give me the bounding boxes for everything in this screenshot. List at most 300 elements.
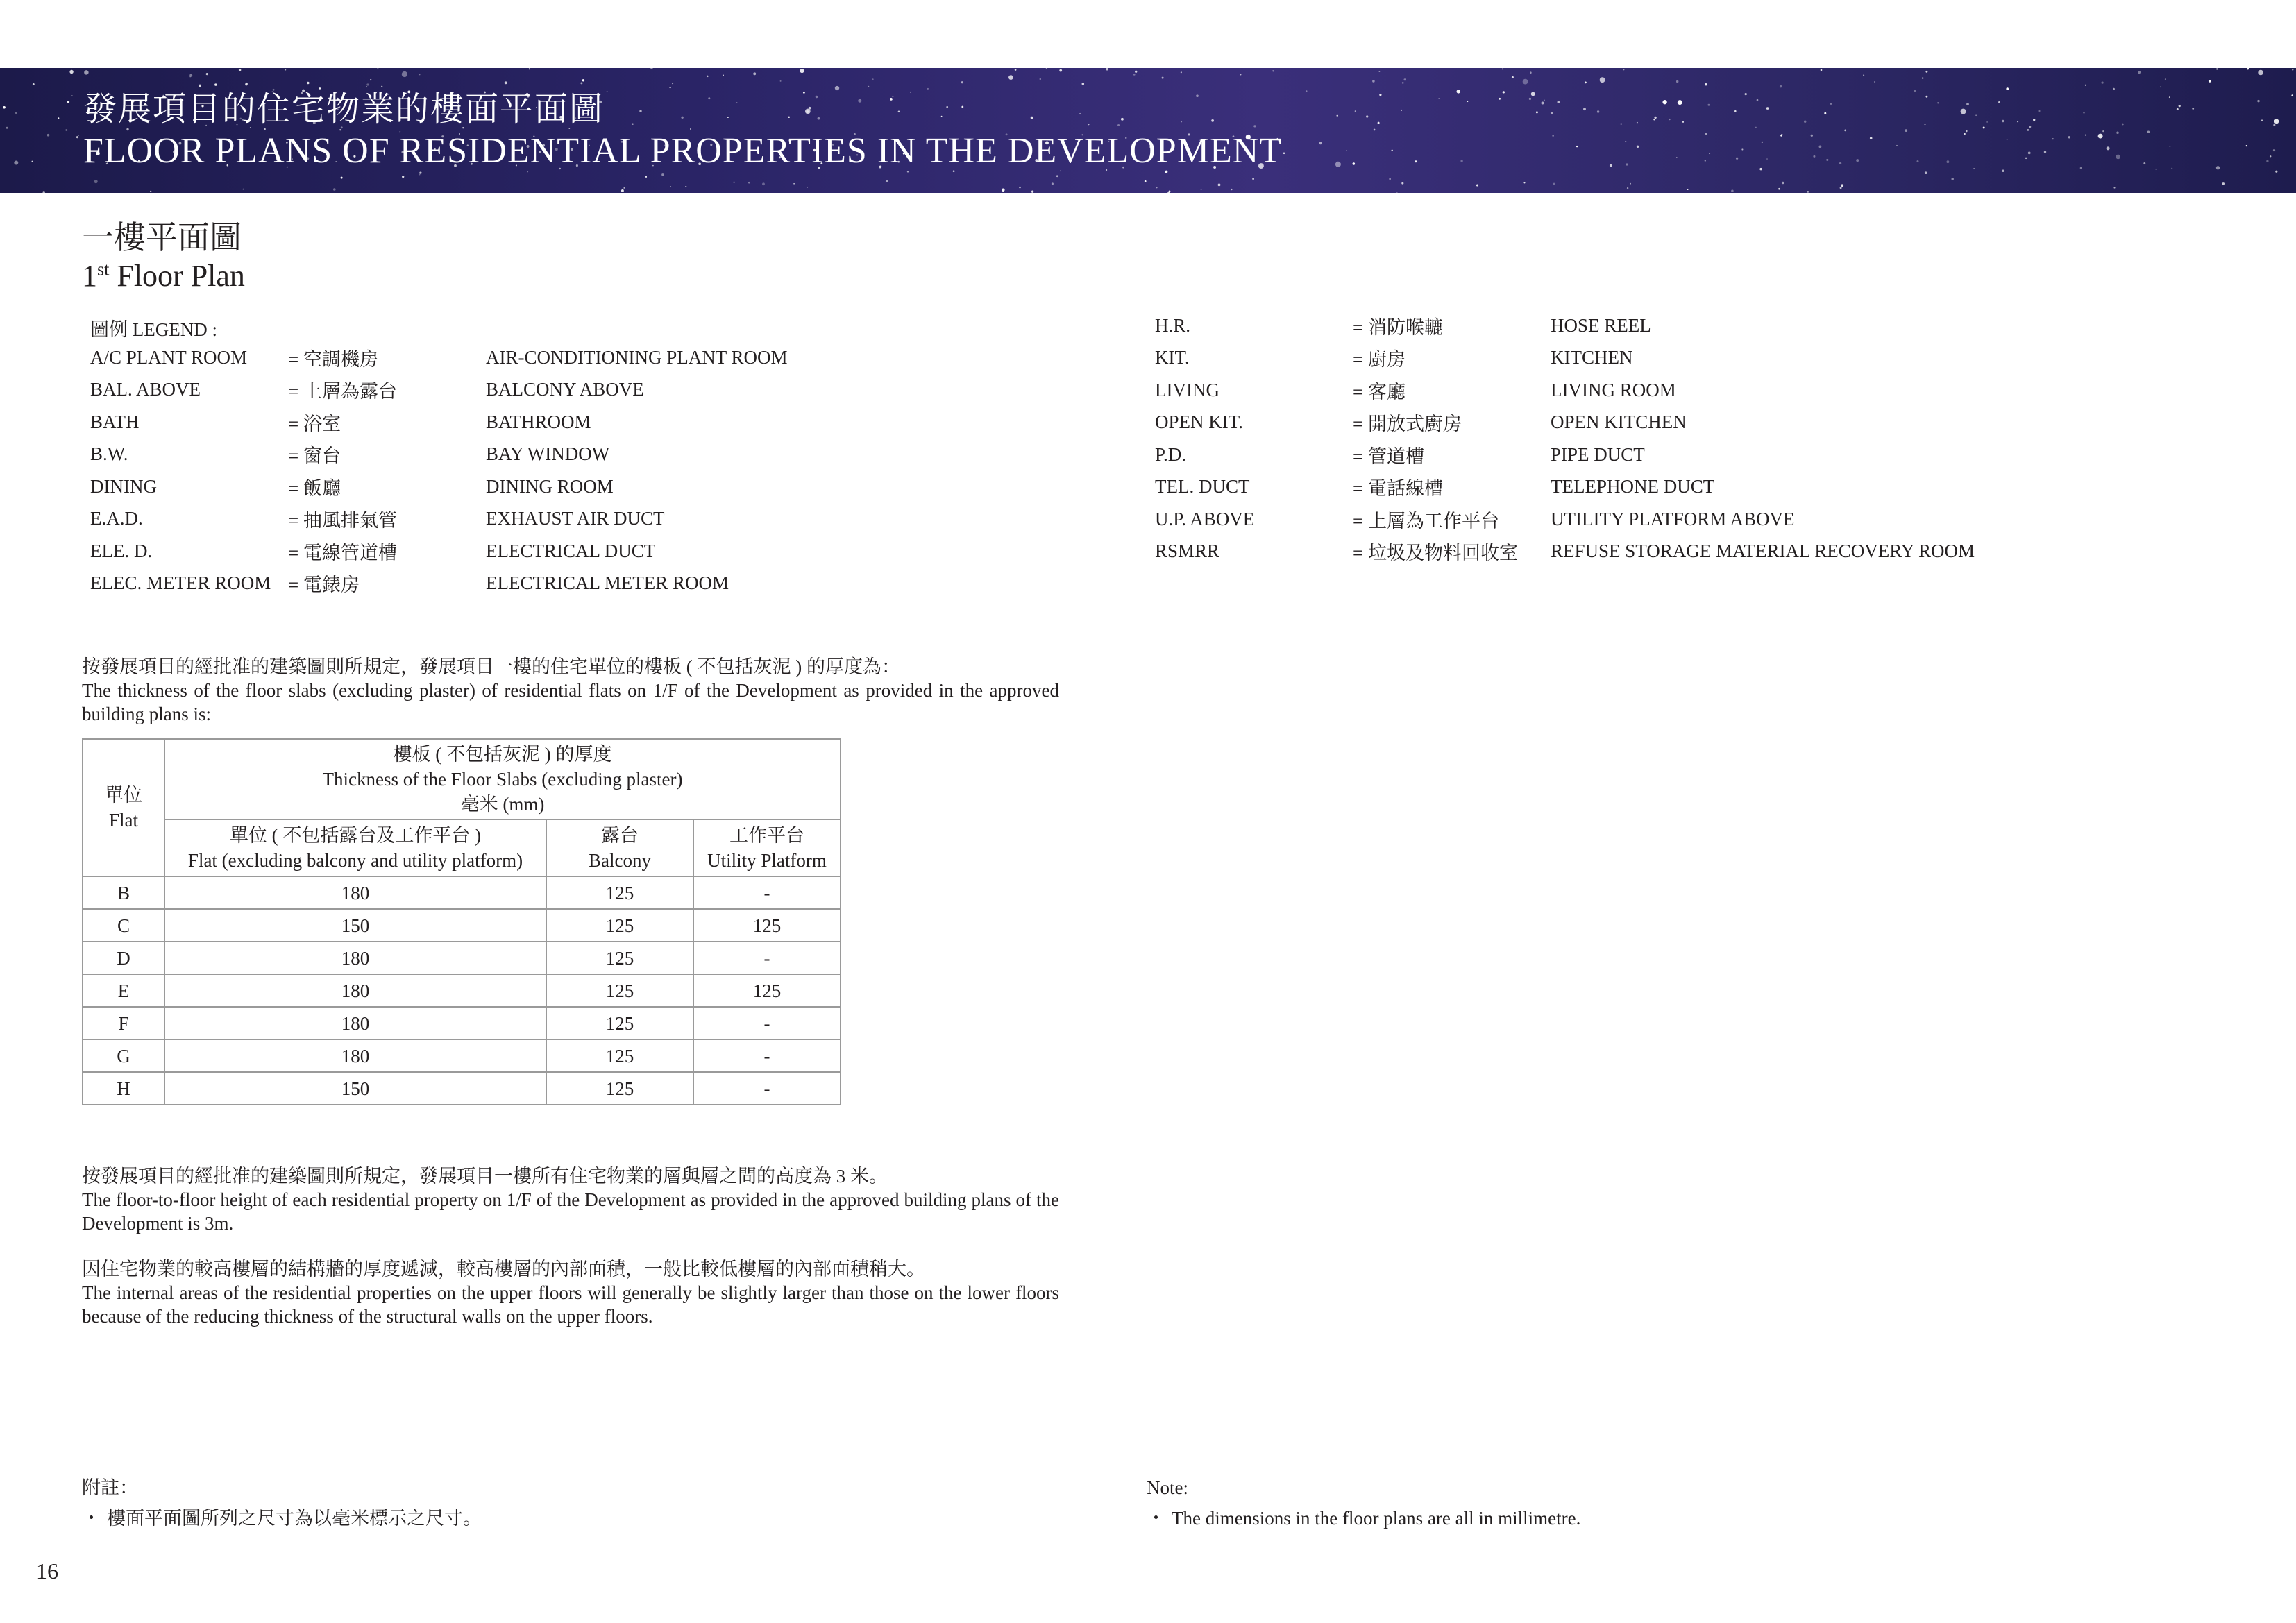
- header-balcony: [546, 819, 693, 876]
- star: [1218, 183, 1221, 186]
- star: [1366, 115, 1368, 117]
- header-ut-zh: 工作平台: [729, 825, 804, 846]
- cell-flat-slab: 180: [164, 1007, 546, 1039]
- legend-abbr: B.W.: [90, 443, 128, 465]
- star: [816, 96, 818, 99]
- table-row: [83, 942, 841, 974]
- header-bal-en: Balcony: [589, 850, 651, 871]
- cell-flat: D: [83, 942, 164, 974]
- star: [1231, 189, 1232, 190]
- legend-zh: = 窗台: [288, 445, 341, 467]
- star: [1181, 71, 1182, 73]
- note-zh: [82, 1472, 482, 1533]
- legend-abbr: ELEC. METER ROOM: [90, 572, 271, 594]
- header-group-unit: 毫米 (mm): [460, 794, 545, 815]
- star: [1937, 102, 1939, 103]
- star: [84, 70, 88, 74]
- table-row: [83, 909, 841, 942]
- star: [2102, 130, 2104, 132]
- star: [1926, 96, 1928, 98]
- legend-en: ELECTRICAL DUCT: [486, 540, 656, 561]
- internal-area-en: The internal areas of the residential properties on the upper floors will generally be slightly larger than those on the lower floors because of the reducing thickness of the structural walls on the upper floors.: [82, 1282, 1059, 1327]
- star: [1782, 182, 1784, 185]
- legend-row: [1155, 503, 1975, 536]
- header-bal-zh: 露台: [601, 825, 639, 846]
- star: [1961, 109, 1966, 114]
- star: [71, 95, 73, 96]
- star: [1378, 71, 1380, 72]
- star: [1734, 110, 1737, 112]
- cell-flat-slab: 180: [164, 942, 546, 974]
- star: [1088, 124, 1089, 125]
- star: [1530, 71, 1532, 74]
- star: [1705, 83, 1707, 85]
- star: [886, 180, 888, 182]
- star: [961, 106, 963, 108]
- star: [1874, 81, 1875, 83]
- star: [1162, 77, 1164, 79]
- star: [2216, 166, 2220, 169]
- star: [1583, 108, 1586, 110]
- star: [1253, 125, 1256, 127]
- star: [2160, 86, 2161, 87]
- legend-zh: = 消防喉轆: [1353, 316, 1443, 338]
- star: [639, 110, 641, 112]
- star: [2155, 169, 2156, 170]
- star: [961, 81, 963, 83]
- table-row: [83, 1007, 841, 1039]
- star: [898, 110, 900, 112]
- legend-en: ELECTRICAL METER ROOM: [486, 572, 729, 594]
- note-zh-text: 樓面平面圖所列之尺寸為以毫米標示之尺寸。: [107, 1508, 482, 1529]
- legend-row: [90, 341, 787, 374]
- star: [2138, 71, 2141, 74]
- legend-abbr: A/C PLANT ROOM: [90, 346, 248, 368]
- star: [1731, 190, 1733, 192]
- star: [2007, 139, 2008, 140]
- header-banner: [0, 68, 2296, 193]
- star: [650, 68, 652, 69]
- legend-en: HOSE REEL: [1551, 314, 1651, 336]
- star: [2033, 119, 2035, 121]
- star: [1687, 189, 1689, 190]
- star: [2116, 155, 2120, 160]
- star: [2068, 136, 2070, 138]
- star: [1117, 124, 1120, 126]
- table-row: [83, 974, 841, 1007]
- legend-zh: = 電錶房: [288, 575, 360, 596]
- star: [835, 86, 839, 90]
- cell-flat-slab: 180: [164, 876, 546, 909]
- star: [1346, 150, 1347, 151]
- star: [670, 186, 671, 187]
- star: [1553, 135, 1554, 137]
- star: [1863, 74, 1864, 76]
- note-zh-heading: 附註：: [82, 1477, 138, 1498]
- star: [1626, 163, 1628, 165]
- star: [6, 127, 8, 129]
- star: [1019, 187, 1021, 189]
- star: [333, 188, 336, 191]
- legend-zh: = 電線管道槽: [288, 542, 397, 563]
- star: [1925, 71, 1927, 73]
- star: [1905, 129, 1907, 132]
- banner-title-en: FLOOR PLANS OF RESIDENTIAL PROPERTIES IN THE DEVELOPMENT: [83, 131, 1283, 171]
- star: [1966, 130, 1968, 133]
- star: [2222, 182, 2225, 185]
- legend-row: [90, 406, 787, 439]
- star: [150, 191, 151, 192]
- star: [2052, 138, 2054, 139]
- star: [748, 182, 750, 184]
- note-en-item: [1147, 1503, 1580, 1533]
- star: [1826, 159, 1828, 161]
- star: [3, 106, 6, 109]
- star: [805, 109, 811, 114]
- star: [1807, 191, 1809, 193]
- star: [2273, 124, 2275, 126]
- note-en-heading: Note:: [1147, 1477, 1188, 1498]
- page-number: 16: [36, 1558, 58, 1583]
- star: [2006, 87, 2009, 90]
- legend-row: [1155, 342, 1975, 375]
- star: [672, 83, 673, 84]
- legend-en: AIR-CONDITIONING PLANT ROOM: [486, 346, 788, 368]
- star: [1082, 83, 1085, 85]
- star: [42, 191, 45, 193]
- star: [47, 134, 50, 137]
- cell-utility: -: [693, 942, 841, 974]
- star: [723, 74, 724, 76]
- star: [669, 87, 670, 88]
- star: [1766, 107, 1769, 110]
- legend-en: EXHAUST AIR DUCT: [486, 508, 665, 529]
- star: [1844, 130, 1846, 132]
- slab-intro-en: The thickness of the floor slabs (excluding plaster) of residential flats on 1/F of the Development as provided in the approved building plans is:: [82, 680, 1059, 724]
- star: [1201, 189, 1202, 190]
- star: [1052, 182, 1054, 185]
- legend-abbr: P.D.: [1155, 443, 1187, 465]
- star: [33, 83, 35, 85]
- star: [1031, 191, 1033, 193]
- legend-en: OPEN KITCHEN: [1551, 411, 1687, 433]
- star: [1630, 183, 1631, 185]
- star: [1597, 110, 1599, 112]
- cell-flat: E: [83, 974, 164, 1007]
- star: [1924, 124, 1925, 125]
- star: [1503, 91, 1505, 93]
- star: [1973, 168, 1975, 169]
- star: [946, 106, 948, 108]
- star: [1145, 180, 1147, 182]
- star: [727, 117, 729, 118]
- star: [1438, 98, 1440, 99]
- star: [1002, 189, 1005, 192]
- star: [243, 189, 244, 190]
- star: [1951, 178, 1953, 180]
- star: [1240, 74, 1242, 76]
- star: [1106, 68, 1108, 70]
- star: [1705, 133, 1707, 135]
- legend-row: [90, 568, 787, 600]
- legend-zh: = 垃圾及物料回收室: [1353, 543, 1518, 564]
- cell-flat: B: [83, 876, 164, 909]
- star: [1008, 75, 1013, 80]
- legend-zh: = 上層為露台: [288, 381, 397, 402]
- star: [582, 79, 584, 81]
- star: [1947, 160, 1950, 163]
- star: [892, 96, 893, 97]
- star: [1499, 98, 1501, 100]
- star: [1778, 188, 1780, 190]
- star: [793, 183, 795, 185]
- legend-row: [1155, 374, 1975, 407]
- floor-plan-label: Floor Plan: [109, 259, 245, 293]
- star: [1839, 162, 1841, 164]
- star: [14, 161, 18, 165]
- cell-balcony: 125: [546, 942, 693, 974]
- floor-number: 1: [82, 259, 97, 293]
- star: [1046, 68, 1047, 69]
- header-main-en: Flat (excluding balcony and utility platform): [187, 850, 523, 871]
- star: [1374, 129, 1376, 131]
- star: [1337, 115, 1338, 117]
- star: [1272, 70, 1274, 71]
- star: [803, 92, 805, 94]
- star: [1637, 122, 1638, 124]
- star: [1870, 137, 1873, 139]
- header-ut-en: Utility Platform: [707, 850, 827, 871]
- star: [1401, 182, 1403, 185]
- star: [1156, 187, 1157, 188]
- cell-flat-slab: 150: [164, 1072, 546, 1105]
- star: [1705, 160, 1706, 162]
- star: [1600, 77, 1605, 83]
- star: [1211, 119, 1214, 122]
- star: [419, 174, 421, 176]
- legend-zh: = 空調機房: [288, 348, 378, 370]
- star: [2274, 119, 2279, 124]
- star: [1755, 127, 1757, 128]
- legend-abbr: ELE. D.: [90, 540, 153, 561]
- star: [1467, 101, 1469, 102]
- star: [753, 72, 756, 75]
- legend-en: UTILITY PLATFORM ABOVE: [1551, 508, 1795, 529]
- legend-zh: = 上層為工作平台: [1353, 510, 1499, 532]
- star: [1529, 98, 1531, 100]
- star: [1196, 94, 1199, 97]
- cell-balcony: 125: [546, 1039, 693, 1072]
- star: [1553, 183, 1555, 185]
- star: [736, 102, 738, 103]
- star: [2192, 108, 2194, 110]
- star: [708, 97, 710, 99]
- star: [2165, 78, 2166, 80]
- cell-utility: 125: [693, 909, 841, 942]
- star: [2122, 124, 2124, 126]
- star: [1372, 80, 1375, 83]
- star: [1975, 114, 1977, 116]
- star: [1745, 93, 1747, 95]
- legend-en: DINING ROOM: [486, 475, 614, 497]
- star: [285, 69, 287, 71]
- star: [2002, 169, 2004, 171]
- star: [1623, 69, 1625, 70]
- star: [1896, 145, 1898, 146]
- star: [1040, 78, 1041, 80]
- star: [1780, 85, 1782, 87]
- star: [1335, 162, 1341, 167]
- legend-row: [1155, 439, 1975, 471]
- table-row: [83, 876, 841, 909]
- star: [1079, 113, 1081, 114]
- star: [370, 79, 371, 80]
- star: [65, 129, 67, 131]
- star: [1676, 157, 1678, 158]
- cell-balcony: 125: [546, 1007, 693, 1039]
- star: [2084, 112, 2085, 114]
- star: [1015, 69, 1017, 71]
- star: [2169, 96, 2170, 98]
- legend-row: [1155, 309, 1975, 342]
- star: [661, 173, 664, 176]
- star: [1181, 121, 1182, 123]
- star: [78, 135, 79, 136]
- star: [2246, 145, 2247, 146]
- star: [341, 177, 343, 179]
- legend-row: [90, 535, 787, 568]
- star: [1736, 158, 1738, 160]
- cell-flat-slab: 150: [164, 909, 546, 942]
- star: [2080, 167, 2082, 169]
- legend-en: BATHROOM: [486, 411, 591, 432]
- star: [681, 117, 683, 119]
- header-utility-platform: [693, 819, 841, 876]
- star: [607, 91, 608, 92]
- floor-ordinal: st: [97, 259, 110, 280]
- star: [1551, 112, 1553, 114]
- star: [529, 68, 530, 69]
- star: [1741, 148, 1743, 150]
- star: [1523, 182, 1525, 183]
- legend-zh: = 客廳: [1353, 381, 1406, 402]
- star: [1841, 184, 1843, 187]
- star: [780, 80, 782, 82]
- floor-height-en: The floor-to-floor height of each residential property on 1/F of the Development as provided in the approved building plans of the Development is 3m.: [82, 1189, 1059, 1234]
- cell-flat-slab: 180: [164, 1039, 546, 1072]
- bullet-icon: ・: [82, 1508, 101, 1529]
- cell-flat: F: [83, 1007, 164, 1039]
- star: [2170, 146, 2171, 147]
- table-row: [83, 1039, 841, 1072]
- legend-row: [90, 503, 787, 536]
- star: [1531, 92, 1535, 96]
- legend-abbr: OPEN KIT.: [1155, 411, 1243, 433]
- legend-abbr: DINING: [90, 475, 157, 497]
- star: [1415, 160, 1417, 162]
- star: [1457, 90, 1460, 93]
- star: [1133, 74, 1136, 76]
- slab-intro: [82, 655, 1059, 726]
- internal-area-note: [82, 1257, 1059, 1328]
- star: [1355, 110, 1356, 112]
- star: [1404, 78, 1406, 80]
- star: [1780, 135, 1782, 137]
- star: [1389, 178, 1390, 180]
- legend-en: PIPE DUCT: [1551, 443, 1645, 465]
- star: [1585, 82, 1587, 84]
- star: [1396, 192, 1398, 193]
- star: [419, 171, 421, 173]
- star: [58, 117, 59, 119]
- star: [1576, 146, 1578, 147]
- cell-flat: H: [83, 1072, 164, 1105]
- star: [1353, 162, 1356, 165]
- star: [189, 74, 192, 77]
- cell-utility: -: [693, 1007, 841, 1039]
- star: [1966, 103, 1969, 105]
- star: [1676, 80, 1678, 83]
- star: [1682, 121, 1684, 123]
- star: [1925, 171, 1927, 174]
- header-flat-zh: 單位: [105, 785, 142, 806]
- bullet-icon: ・: [1147, 1508, 1165, 1529]
- star: [868, 86, 869, 87]
- star: [76, 136, 78, 138]
- star: [690, 128, 691, 130]
- star: [2273, 149, 2275, 151]
- star: [2027, 129, 2029, 131]
- star: [2038, 110, 2040, 112]
- note-en-text: The dimensions in the floor plans are all in millimetre.: [1172, 1508, 1581, 1529]
- star: [1964, 133, 1966, 135]
- legend-row: [1155, 407, 1975, 439]
- star: [2247, 68, 2249, 69]
- star: [890, 98, 893, 101]
- legend-abbr: U.P. ABOVE: [1155, 508, 1255, 529]
- star: [1986, 121, 1988, 123]
- star: [1135, 71, 1137, 73]
- star: [2143, 162, 2145, 164]
- star: [2177, 108, 2179, 110]
- star: [818, 117, 820, 120]
- section-title-zh: 一樓平面圖: [82, 219, 242, 256]
- star: [69, 70, 73, 74]
- star: [1391, 150, 1392, 151]
- internal-area-zh: 因住宅物業的較高樓層的結構牆的厚度遞減，較高樓層的內部面積，一般比較低樓層的內部面積稍大。: [82, 1259, 925, 1280]
- star: [1766, 158, 1768, 160]
- star: [1830, 103, 1832, 105]
- legend-en: BAY WINDOW: [486, 443, 610, 465]
- floor-height-note: [82, 1164, 1059, 1235]
- star: [2261, 119, 2263, 121]
- star: [941, 116, 943, 117]
- star: [1840, 187, 1842, 189]
- header-flat-en: Flat: [108, 810, 138, 831]
- star: [807, 187, 808, 188]
- star: [2002, 120, 2004, 123]
- star: [2044, 151, 2046, 153]
- star: [1121, 118, 1124, 121]
- star: [910, 92, 911, 93]
- star: [2266, 160, 2268, 162]
- star: [2292, 69, 2293, 71]
- note-zh-item: [82, 1503, 482, 1533]
- star: [2085, 85, 2086, 86]
- slab-intro-zh: 按發展項目的經批准的建築圖則所規定，發展項目一樓的住宅單位的樓板 ( 不包括灰泥 ) 的厚度為：: [82, 656, 900, 677]
- cell-utility: -: [693, 876, 841, 909]
- star: [2209, 80, 2211, 83]
